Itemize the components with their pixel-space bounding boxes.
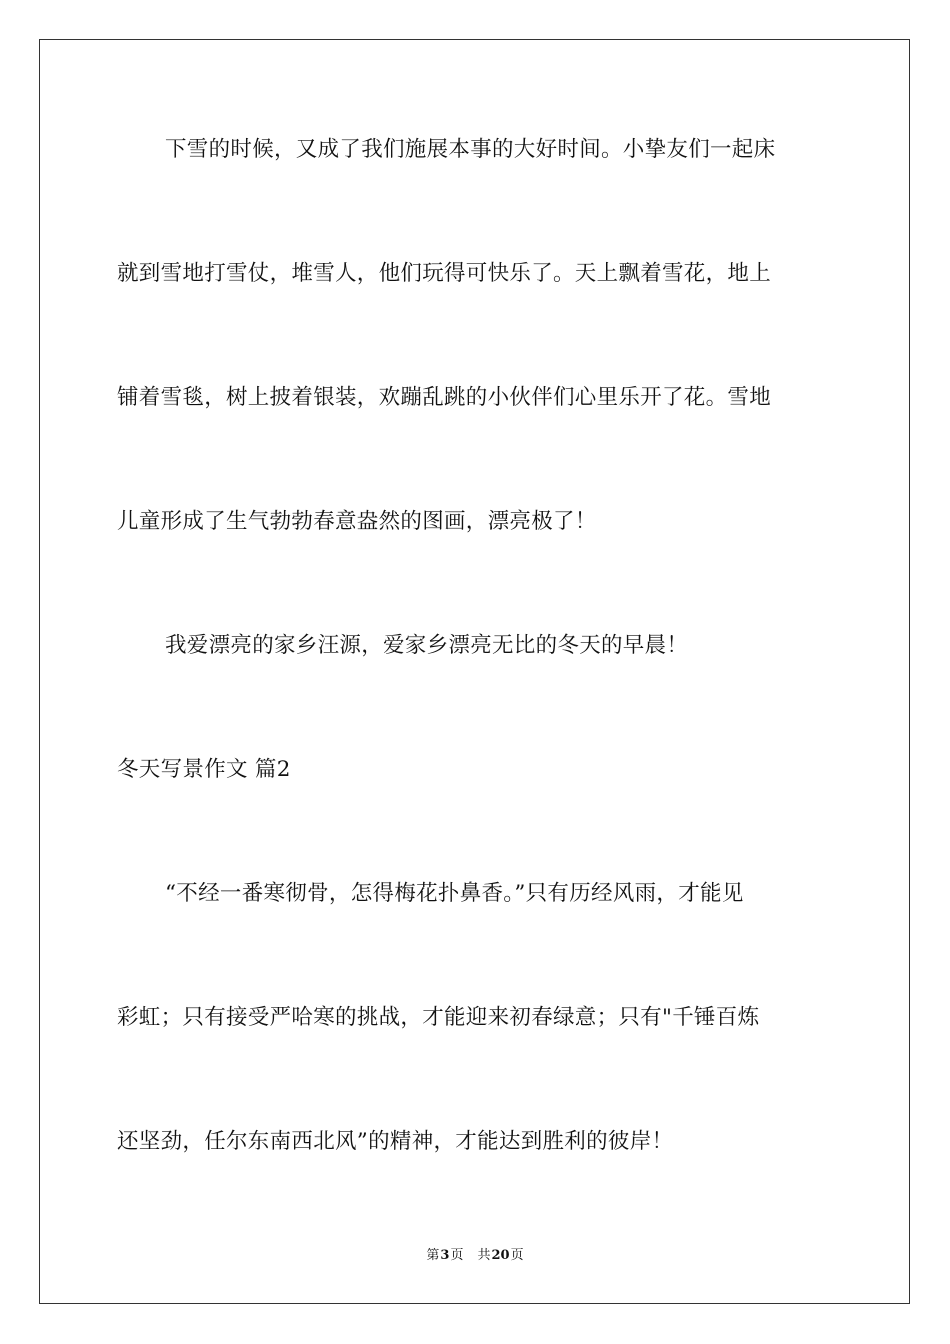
page-footer <box>0 1246 950 1266</box>
footer-page-current: 3 <box>440 1248 450 1263</box>
paragraph-3-line-1: “不经一番寒彻骨，怎得梅花扑鼻香。”只有历经风雨，才能见 <box>165 881 744 906</box>
paragraph-1-line-2: 就到雪地打雪仗，堆雪人，他们玩得可快乐了。天上飘着雪花，地上 <box>117 261 772 286</box>
footer-total-prefix: 共 <box>477 1248 491 1263</box>
section-heading: 冬天写景作文 篇2 <box>117 757 291 782</box>
footer-page-prefix: 第 <box>426 1248 440 1263</box>
paragraph-1-line-4: 儿童形成了生气勃勃春意盎然的图画，漂亮极了！ <box>117 509 597 534</box>
page-border <box>39 39 910 1304</box>
paragraph-2-line-1: 我爱漂亮的家乡汪源，爱家乡漂亮无比的冬天的早晨！ <box>165 633 689 658</box>
footer-page-suffix: 页 <box>450 1248 464 1263</box>
footer-page-total: 20 <box>491 1248 510 1263</box>
paragraph-1-line-1: 下雪的时候，又成了我们施展本事的大好时间。小挚友们一起床 <box>165 137 776 162</box>
paragraph-1-line-3: 铺着雪毯，树上披着银装，欢蹦乱跳的小伙伴们心里乐开了花。雪地 <box>117 385 772 410</box>
footer-total-suffix: 页 <box>510 1248 524 1263</box>
paragraph-3-line-3: 还坚劲，任尔东南西北风”的精神，才能达到胜利的彼岸！ <box>117 1129 674 1154</box>
paragraph-3-line-2: 彩虹；只有接受严哈寒的挑战，才能迎来初春绿意；只有"千锤百炼 <box>117 1005 760 1030</box>
